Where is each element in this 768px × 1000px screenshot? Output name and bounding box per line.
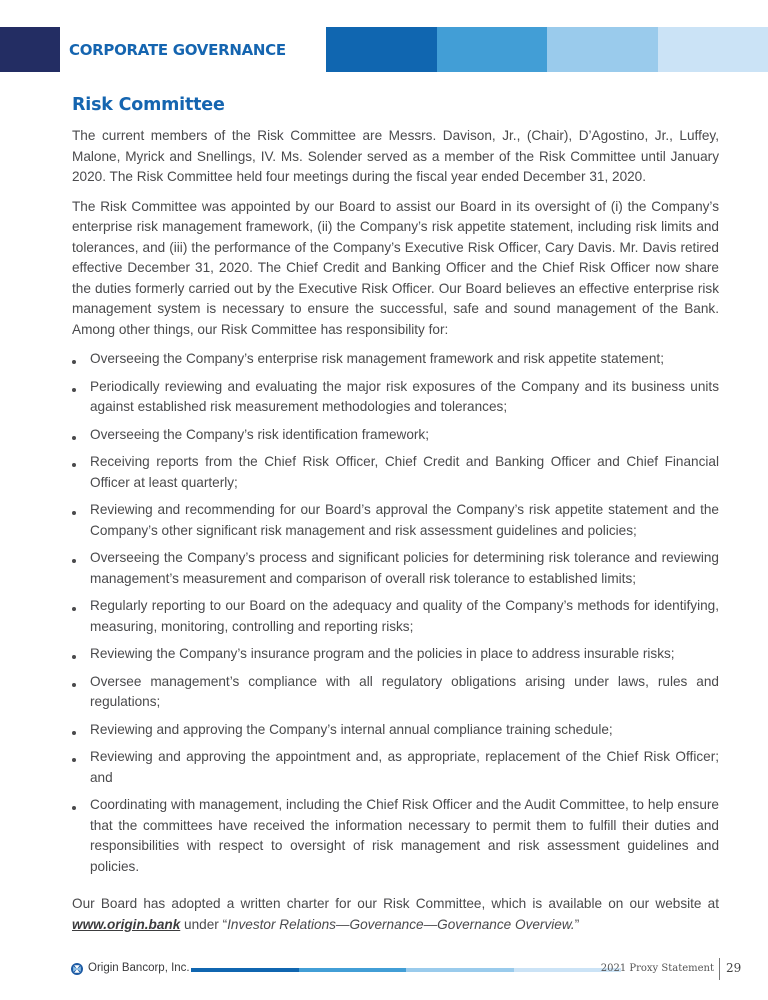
- list-item: [72, 500, 719, 541]
- bullet-icon: [72, 607, 76, 611]
- list-item: [72, 425, 719, 446]
- list-item: [72, 795, 719, 877]
- footer-bar-2: [299, 968, 407, 972]
- membership-paragraph: The current members of the Risk Committee are Messrs. Davison, Jr., (Chair), D’Agostino, Jr., Luffey, Malone, Myrick and Snellings, IV. Ms. Solender served as a member of the Risk Committee until January 2020. The Risk Committee held four meetings during the fiscal year ended December 31, 2020.: [72, 128, 719, 184]
- header-bar-1: [326, 27, 437, 72]
- company-name: Origin Bancorp, Inc.: [88, 962, 190, 974]
- list-item: [72, 452, 719, 493]
- footer-bar-1: [191, 968, 299, 972]
- list-item: [72, 720, 719, 741]
- header-color-bars: [326, 27, 768, 72]
- bullet-icon: [72, 758, 76, 762]
- footer-logo: [71, 962, 190, 974]
- bullet-icon: [72, 683, 76, 687]
- list-item-text: Overseeing the Company’s risk identification framework;: [90, 426, 429, 442]
- purpose-paragraph: The Risk Committee was appointed by our Board to assist our Board in its oversight of (i) the Company’s enterprise risk management framework, (ii) the Company’s risk appetite statement, including risk limits and tolerances, and (iii) the performance of the Company’s Executive Risk Officer, Cary Davis. Mr. Davis retired effective December 31, 2020. The Chief Credit and Banking Officer and the Chief Risk Officer now share the duties formerly carried out by the Executive Risk Officer. Our Board believes an effective enterprise risk management system is necessary to ensure the successful, safe and sound management of the Bank. Among other things, our Risk Committee has responsibility for:: [72, 198, 719, 337]
- main-content: [72, 93, 719, 944]
- list-item-text: Reviewing the Company’s insurance program and the policies in place to address insurable risks;: [90, 646, 675, 661]
- charter-paragraph: [72, 894, 719, 935]
- list-item: [72, 377, 719, 418]
- footer-color-bar: [191, 968, 621, 972]
- header-bar-2: [437, 27, 548, 72]
- origin-logo-icon: [71, 962, 83, 974]
- list-item: [72, 644, 719, 665]
- bullet-icon: [72, 559, 76, 563]
- charter-text-middle: under “: [180, 916, 228, 932]
- list-item-text: Overseeing the Company’s process and significant policies for determining risk tolerance and reviewing management’s measurement and comparison of overall risk tolerance to established limits;: [90, 550, 719, 586]
- bullet-icon: [72, 436, 76, 440]
- footer-bar-3: [406, 968, 514, 972]
- bullet-icon: [72, 388, 76, 392]
- list-item-text: Reviewing and approving the Company’s internal annual compliance training schedule;: [90, 721, 613, 737]
- list-item-text: Reviewing and recommending for our Board’s approval the Company’s risk appetite statement and the Company’s other significant risk management and risk assessment guidelines and policies;: [90, 502, 719, 538]
- list-item: [72, 349, 719, 370]
- navigation-path-text: Investor Relations—Governance—Governance Overview.: [227, 916, 575, 932]
- list-item: [72, 596, 719, 637]
- page-number: 29: [726, 961, 742, 975]
- header-bar-4: [658, 27, 768, 72]
- list-item: [72, 747, 719, 788]
- footer-divider: [719, 958, 720, 980]
- charter-text-end: ”: [574, 916, 580, 932]
- header-navy-block: [0, 27, 60, 72]
- bullet-icon: [72, 806, 76, 810]
- section-label: CORPORATE GOVERNANCE: [69, 41, 286, 59]
- list-item: [72, 548, 719, 589]
- list-item: [72, 672, 719, 713]
- header-bar-3: [547, 27, 658, 72]
- website-link[interactable]: www.origin.bank: [72, 916, 181, 932]
- document-title: 2021 Proxy Statement: [600, 963, 714, 974]
- bullet-icon: [72, 731, 76, 735]
- charter-text: Our Board has adopted a written charter for our Risk Committee, which is available on our website at: [72, 896, 719, 911]
- bullet-icon: [72, 655, 76, 659]
- list-item-text: Oversee management’s compliance with all regulatory obligations arising under laws, rules and regulations;: [90, 673, 719, 709]
- bullet-icon: [72, 463, 76, 467]
- list-item-text: Reviewing and approving the appointment and, as appropriate, replacement of the Chief Risk Officer; and: [90, 749, 719, 785]
- bullet-icon: [72, 360, 76, 364]
- responsibilities-list: [72, 349, 719, 877]
- page-title: Risk Committee: [72, 95, 225, 115]
- list-item-text: Overseeing the Company’s enterprise risk management framework and risk appetite statement;: [90, 351, 664, 366]
- list-item-text: Periodically reviewing and evaluating the major risk exposures of the Company and its business units against established risk measurement methodologies and tolerances;: [90, 378, 719, 414]
- list-item-text: Receiving reports from the Chief Risk Officer, Chief Credit and Banking Officer and Chief Financial Officer at least quarterly;: [90, 454, 719, 490]
- bullet-icon: [72, 511, 76, 515]
- list-item-text: Coordinating with management, including the Chief Risk Officer and the Audit Committee, to help ensure that the committees have received the information necessary to permit them to fulfill their duties and responsibilities with respect to oversight of risk management and risk assessment guidelines and policies.: [90, 797, 719, 874]
- list-item-text: Regularly reporting to our Board on the adequacy and quality of the Company’s methods for identifying, measuring, monitoring, controlling and reporting risks;: [90, 598, 719, 634]
